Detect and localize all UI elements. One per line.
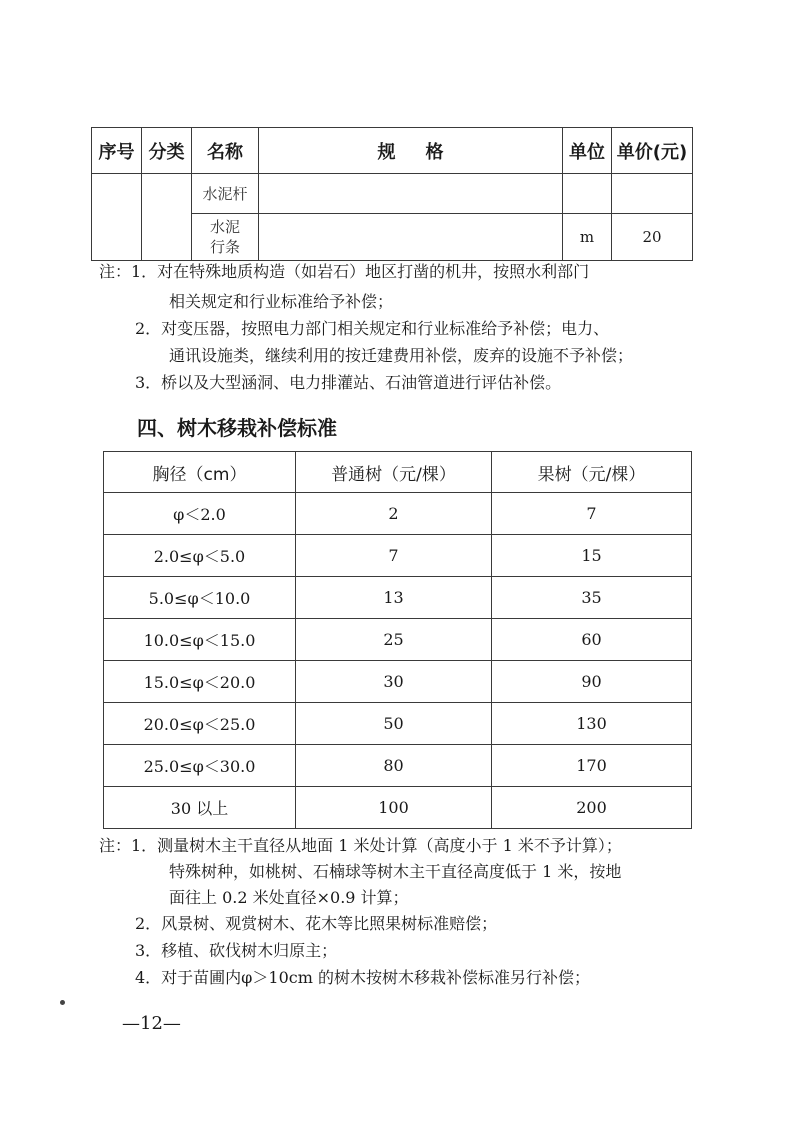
category-cell <box>142 174 192 261</box>
note-1-line-1: 注：1．对在特殊地质构造（如岩石）地区打凿的机井，按照水利部门 <box>99 262 590 281</box>
tree-note-1-line-2: 特殊树种，如桃树、石楠球等树木主干直径高度低于 1 米，按地 <box>169 862 622 881</box>
col-header-name: 名称 <box>192 128 259 174</box>
unit-cell: m <box>563 214 612 261</box>
ordinary-cell: 50 <box>296 703 492 745</box>
table-row <box>104 661 692 703</box>
note-2-line-1: 2．对变压器，按照电力部门相关规定和行业标准给予补偿；电力、 <box>135 319 610 338</box>
fruit-cell: 90 <box>492 661 692 703</box>
tree-note-1-line-3: 面往上 0.2 米处直径×0.9 计算； <box>169 888 409 907</box>
ordinary-cell: 100 <box>296 787 492 829</box>
note-2-line-2: 通讯设施类，继续利用的按迁建费用补偿，废弃的设施不予补偿； <box>169 346 634 365</box>
spec-cell <box>259 174 563 214</box>
fruit-cell: 7 <box>492 493 692 535</box>
note-1-line-2: 相关规定和行业标准给予补偿； <box>169 292 394 311</box>
fruit-cell: 35 <box>492 577 692 619</box>
table-row <box>104 577 692 619</box>
col-header-spec: 规 格 <box>259 128 563 174</box>
diameter-cell: 25.0≤φ＜30.0 <box>104 745 296 787</box>
diameter-cell: 10.0≤φ＜15.0 <box>104 619 296 661</box>
tree-note-1-line-1: 注：1．测量树木主干直径从地面 1 米处计算（高度小于 1 米不予计算）； <box>99 836 622 855</box>
facility-table <box>91 127 693 261</box>
tree-note-3: 3．移植、砍伐树木归原主； <box>135 941 338 960</box>
col-header-ordinary-tree: 普通树（元/棵） <box>296 452 492 493</box>
ordinary-cell: 7 <box>296 535 492 577</box>
col-header-diameter: 胸径（cm） <box>104 452 296 493</box>
table-row <box>104 619 692 661</box>
diameter-cell: 15.0≤φ＜20.0 <box>104 661 296 703</box>
ordinary-cell: 80 <box>296 745 492 787</box>
diameter-cell: 2.0≤φ＜5.0 <box>104 535 296 577</box>
ordinary-cell: 30 <box>296 661 492 703</box>
diameter-cell: 5.0≤φ＜10.0 <box>104 577 296 619</box>
diameter-cell: φ＜2.0 <box>104 493 296 535</box>
diameter-cell: 20.0≤φ＜25.0 <box>104 703 296 745</box>
ink-dot <box>60 1000 65 1005</box>
tree-note-4: 4．对于苗圃内φ＞10cm 的树木按树木移栽补偿标准另行补偿； <box>135 968 590 987</box>
ordinary-cell: 13 <box>296 577 492 619</box>
table-row <box>104 745 692 787</box>
table-row <box>92 174 693 214</box>
note-3: 3．桥以及大型涵洞、电力排灌站、石油管道进行评估补偿。 <box>135 373 562 392</box>
table-header-row <box>104 452 692 493</box>
table-row <box>104 703 692 745</box>
fruit-cell: 60 <box>492 619 692 661</box>
col-header-fruit-tree: 果树（元/棵） <box>492 452 692 493</box>
table-header-row <box>92 128 693 174</box>
fruit-cell: 15 <box>492 535 692 577</box>
diameter-cell: 30 以上 <box>104 787 296 829</box>
table-row <box>104 787 692 829</box>
col-header-category: 分类 <box>142 128 192 174</box>
col-header-unit: 单位 <box>563 128 612 174</box>
fruit-cell: 170 <box>492 745 692 787</box>
spec-cell <box>259 214 563 261</box>
col-header-price: 单价(元) <box>612 128 693 174</box>
col-header-index: 序号 <box>92 128 142 174</box>
ordinary-cell: 2 <box>296 493 492 535</box>
price-cell: 20 <box>612 214 693 261</box>
table-row <box>104 493 692 535</box>
table-row <box>104 535 692 577</box>
tree-note-2: 2．风景树、观赏树木、花木等比照果树标准赔偿； <box>135 914 498 933</box>
fruit-cell: 200 <box>492 787 692 829</box>
name-cell: 水泥 行条 <box>192 214 259 261</box>
index-cell <box>92 174 142 261</box>
fruit-cell: 130 <box>492 703 692 745</box>
name-cell: 水泥杆 <box>192 174 259 214</box>
section-title: 四、树木移栽补偿标准 <box>137 416 337 440</box>
price-cell <box>612 174 693 214</box>
ordinary-cell: 25 <box>296 619 492 661</box>
unit-cell <box>563 174 612 214</box>
tree-compensation-table <box>103 451 692 829</box>
page-number: —12— <box>122 1013 181 1034</box>
